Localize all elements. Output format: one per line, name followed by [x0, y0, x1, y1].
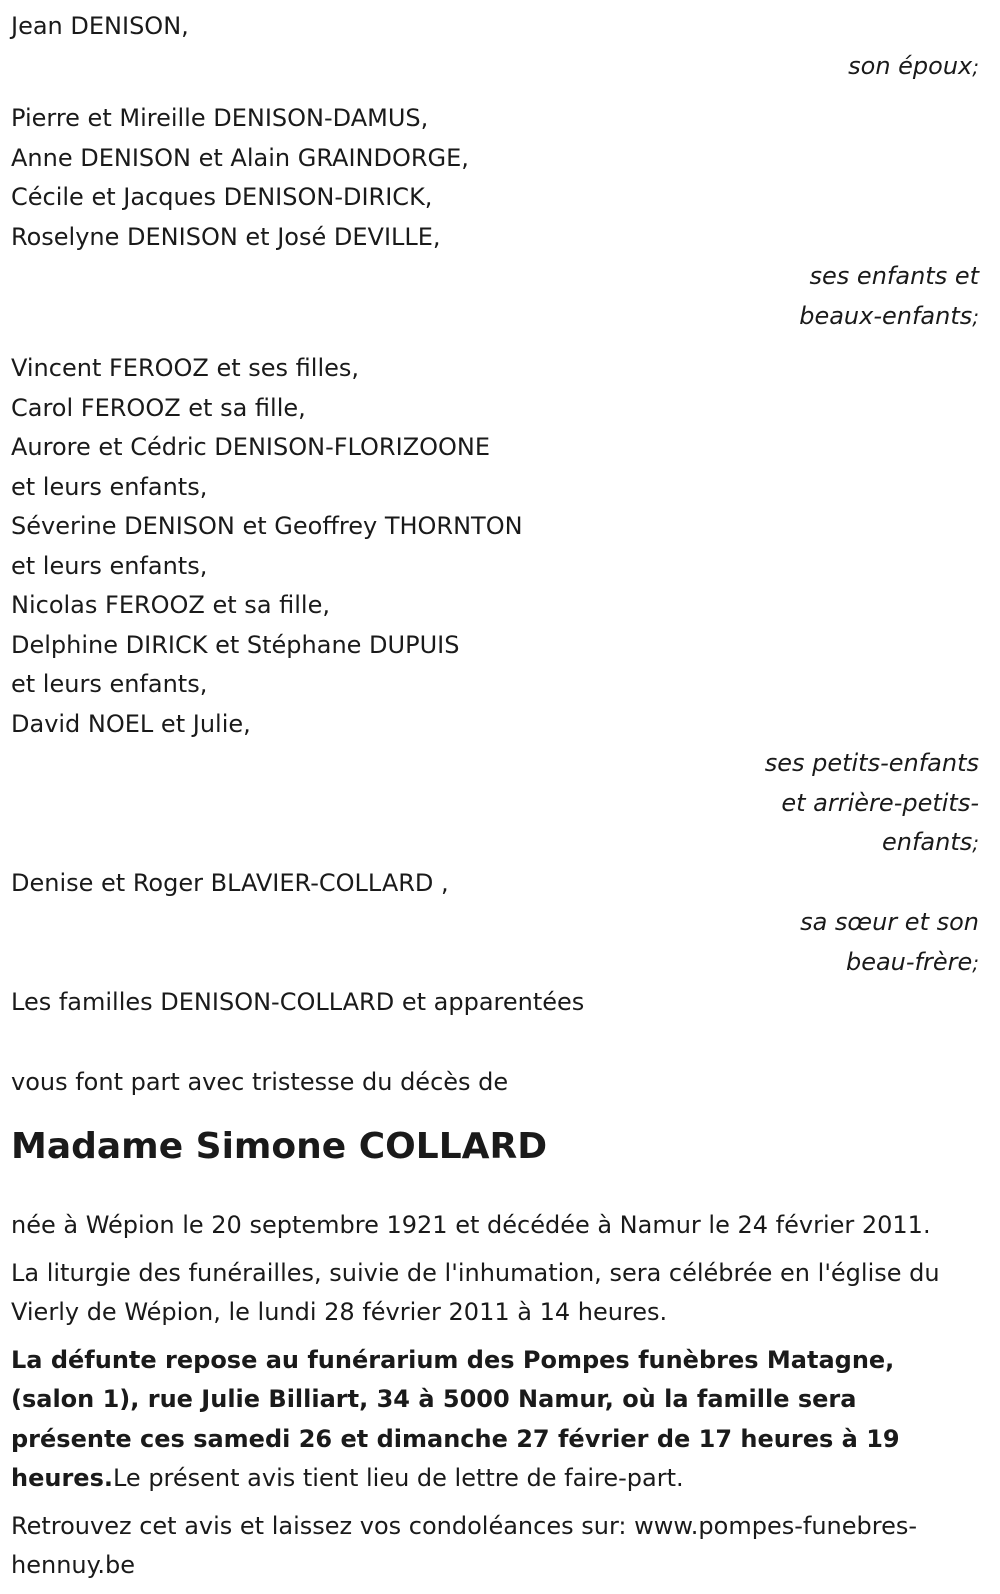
- children-role-semicolon: ;: [972, 304, 979, 329]
- grandchildren-list: [11, 349, 979, 744]
- spouse-name: Jean DENISON,: [11, 12, 189, 40]
- sister-name: Denise et Roger BLAVIER-COLLARD ,: [11, 868, 449, 897]
- children-role-line: ses enfants et: [809, 262, 979, 290]
- sister-role-line: [11, 943, 979, 984]
- sister-role-semicolon: ;: [972, 950, 979, 975]
- children-role-line: [11, 297, 979, 338]
- child-name: Pierre et Mireille DENISON-DAMUS,: [11, 104, 429, 132]
- obituary-notice: [11, 7, 979, 1594]
- grandchildren-role-line: [11, 823, 979, 864]
- grandchild-name: et leurs enfants,: [11, 472, 208, 501]
- sister-role-line: sa sœur et son: [800, 908, 979, 936]
- children-role-text: beaux-enfants: [799, 301, 973, 330]
- grandchildren-role-semicolon: ;: [972, 831, 979, 855]
- funerarium-bold-text: La défunte repose au funérarium des Pompes funèbres Matagne, (salon 1), rue Julie Billiart, 34 à 5000 Namur, où la famille sera présente ces samedi 26 et dimanche 27 février de 17 heures à 19 heures.: [11, 1345, 900, 1492]
- deceased-name: Madame Simone COLLARD: [11, 1126, 548, 1167]
- sister-role-text: beau-frère: [845, 947, 973, 976]
- grandchild-name: et leurs enfants,: [11, 551, 208, 580]
- birth-death-info: née à Wépion le 20 septembre 1921 et décédée à Namur le 24 février 2011.: [11, 1211, 931, 1239]
- grandchild-name: Vincent FEROOZ et ses filles,: [11, 354, 360, 382]
- spouse-role: [11, 47, 979, 88]
- child-name: Anne DENISON et Alain GRAINDORGE,: [11, 143, 469, 172]
- grandchild-name: David NOEL et Julie,: [11, 709, 251, 738]
- grandchildren-role-line: ses petits-enfants: [764, 749, 979, 777]
- grandchild-name: Aurore et Cédric DENISON-FLORIZOONE: [11, 433, 491, 461]
- grandchild-name: et leurs enfants,: [11, 670, 208, 698]
- child-name: Cécile et Jacques DENISON-DIRICK,: [11, 183, 433, 211]
- funerarium-tail-text: Le présent avis tient lieu de lettre de faire-part.: [112, 1464, 684, 1492]
- child-name: Roselyne DENISON et José DEVILLE,: [11, 222, 441, 251]
- spouse-role-text: son époux: [848, 51, 973, 80]
- announcement-line: vous font part avec tristesse du décès de: [11, 1067, 509, 1096]
- grandchild-name: Delphine DIRICK et Stéphane DUPUIS: [11, 630, 460, 659]
- liturgy-info: La liturgie des funérailles, suivie de l'inhumation, sera célébrée en l'église du Vierly de Wépion, le lundi 28 février 2011 à 14 heures.: [11, 1258, 940, 1326]
- grandchild-name: Séverine DENISON et Geoffrey THORNTON: [11, 512, 523, 540]
- grandchild-name: Nicolas FEROOZ et sa fille,: [11, 591, 330, 619]
- spouse-role-semicolon: ;: [972, 54, 979, 79]
- grandchildren-role-line: et arrière-petits-: [781, 788, 979, 817]
- children-list: [11, 99, 979, 257]
- grandchild-name: Carol FEROOZ et sa fille,: [11, 393, 306, 422]
- families-line: Les familles DENISON-COLLARD et apparentées: [11, 988, 585, 1016]
- funerarium-info: [11, 1341, 979, 1499]
- condolences-info: Retrouvez cet avis et laissez vos condoléances sur: www.pompes-funebres-hennuy.be: [11, 1511, 918, 1579]
- grandchildren-role-text: enfants: [881, 828, 973, 856]
